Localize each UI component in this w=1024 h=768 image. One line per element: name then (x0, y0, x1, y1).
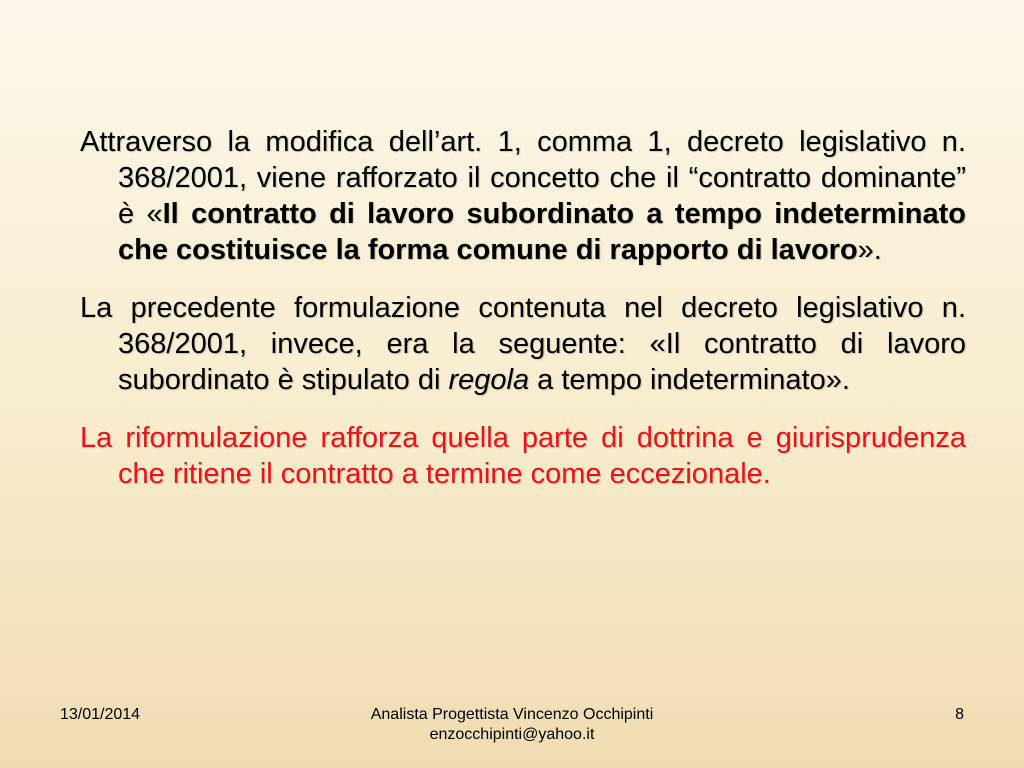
slide-body (80, 124, 966, 514)
page-number: 8 (955, 706, 964, 723)
footer-author-name: Analista Progettista Vincenzo Occhipinti (370, 706, 654, 723)
footer-author (312, 705, 712, 745)
paragraph-modifica-art (80, 124, 966, 268)
paragraph-1-text: Attraverso la modifica dell’art. 1, comma 1, decreto legislativo n. 368/2001, viene rafforzato il concetto che il “contratto dominante” è « (80, 126, 966, 230)
footer-date: 13/01/2014 (60, 706, 141, 723)
paragraph-1-closing: ». (857, 234, 882, 266)
paragraph-2-closing: a tempo indeterminato». (529, 364, 850, 396)
paragraph-2-italic-word: regola (448, 364, 530, 396)
paragraph-riformulazione: La riformulazione rafforza quella parte di dottrina e giurisprudenza che ritiene il contratto a termine come eccezionale. (80, 422, 966, 490)
paragraph-2-text: La precedente formulazione contenuta nel decreto legislativo n. 368/2001, invece, era la seguente: «Il contratto di lavoro subordinato è stipulato di (80, 292, 966, 396)
paragraph-precedente-formulazione (80, 290, 966, 398)
footer-author-email: enzocchipinti@yahoo.it (429, 726, 595, 743)
paragraph-1-bold-quote: Il contratto di lavoro subordinato a tempo indeterminato che costituisce la forma comune di rapporto di lavoro (118, 198, 966, 266)
